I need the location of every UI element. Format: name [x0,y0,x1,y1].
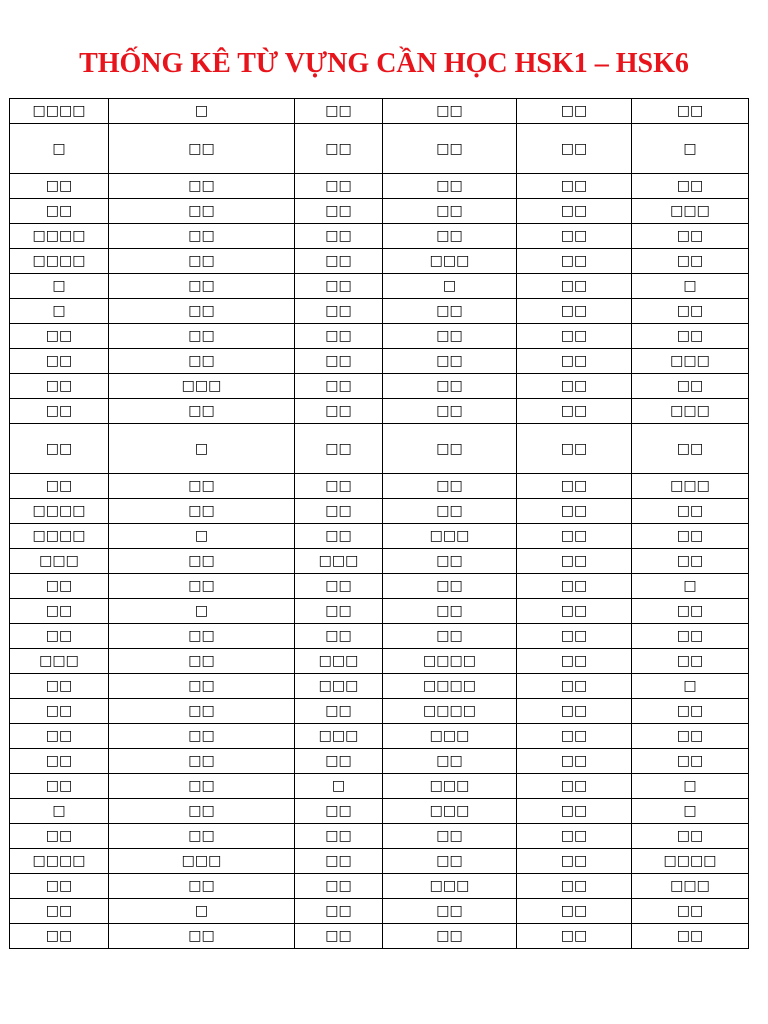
table-cell: □ [632,124,749,174]
table-cell: □□ [109,649,295,674]
table-row [10,474,749,499]
table-cell: □□ [109,174,295,199]
table-row [10,499,749,524]
table-cell: □□ [383,399,517,424]
table-cell: □□ [10,774,109,799]
table-cell: □□ [10,899,109,924]
table-cell: □□□□ [10,249,109,274]
table-cell: □□ [517,874,632,899]
table-cell: □□ [517,824,632,849]
table-cell: □□ [10,374,109,399]
table-cell: □□ [295,299,383,324]
table-cell: □□□ [383,874,517,899]
table-cell: □ [109,99,295,124]
table-cell: □□ [295,574,383,599]
table-cell: □□ [109,249,295,274]
table-cell: □□ [295,624,383,649]
table-cell: □□ [295,874,383,899]
table-cell: □□ [295,524,383,549]
table-cell: □□ [517,549,632,574]
table-cell: □□ [517,249,632,274]
table-cell: □□ [517,374,632,399]
table-row [10,274,749,299]
table-cell: □□ [295,424,383,474]
table-cell: □□□ [383,724,517,749]
table-row [10,574,749,599]
table-row [10,524,749,549]
table-cell: □□ [10,749,109,774]
table-cell: □□ [517,399,632,424]
table-cell: □□ [383,599,517,624]
table-cell: □□ [10,699,109,724]
table-cell: □□ [632,324,749,349]
table-cell: □□ [383,749,517,774]
table-cell: □□ [295,174,383,199]
table-cell: □□ [109,499,295,524]
table-cell: □□ [109,774,295,799]
table-cell: □□ [295,99,383,124]
table-cell: □□ [10,474,109,499]
table-cell: □□□ [632,349,749,374]
table-cell: □□ [109,749,295,774]
table-row [10,774,749,799]
table-cell: □□□ [295,549,383,574]
table-cell: □□ [383,574,517,599]
table-row [10,299,749,324]
table-cell: □ [632,799,749,824]
table-cell: □□□ [10,549,109,574]
table-cell: □□ [109,224,295,249]
table-cell: □□□□ [383,649,517,674]
table-cell: □□ [295,924,383,949]
table-cell: □□ [517,574,632,599]
table-cell: □□ [632,174,749,199]
table-cell: □□□ [295,649,383,674]
table-cell: □□ [10,874,109,899]
table-cell: □□ [295,274,383,299]
table-cell: □ [10,124,109,174]
table-cell: □□ [383,899,517,924]
table-cell: □□ [383,99,517,124]
table-row [10,649,749,674]
table-row [10,874,749,899]
table-cell: □□ [295,349,383,374]
table-cell: □□ [517,799,632,824]
table-cell: □□□ [295,674,383,699]
table-cell: □□ [517,599,632,624]
table-cell: □□□□ [10,99,109,124]
table-cell: □□ [517,924,632,949]
table-cell: □□ [109,824,295,849]
table-cell: □□ [517,124,632,174]
table-row [10,99,749,124]
table-cell: □□ [109,674,295,699]
table-cell: □□ [10,324,109,349]
table-cell: □ [109,524,295,549]
document-title: THỐNG KÊ TỪ VỰNG CẦN HỌC HSK1 – HSK6 [79,48,689,79]
table-row [10,424,749,474]
table-row [10,374,749,399]
table-row [10,899,749,924]
table-cell: □□ [632,224,749,249]
table-cell: □□ [10,624,109,649]
table-cell: □ [632,274,749,299]
table-cell: □□ [383,624,517,649]
table-cell: □□ [632,824,749,849]
table-cell: □□ [517,624,632,649]
table-cell: □□□ [632,874,749,899]
table-cell: □□ [517,474,632,499]
table-cell: □□ [10,174,109,199]
table-cell: □□ [517,774,632,799]
table-cell: □□ [632,99,749,124]
table-cell: □□ [517,674,632,699]
table-cell: □□ [109,924,295,949]
table-cell: □□ [383,499,517,524]
table-cell: □□ [109,299,295,324]
table-cell: □□ [295,824,383,849]
table-cell: □□ [517,699,632,724]
table-cell: □□ [517,99,632,124]
table-cell: □□ [383,474,517,499]
table-row [10,224,749,249]
table-cell: □□ [295,699,383,724]
table-cell: □□ [295,849,383,874]
table-cell: □□ [632,724,749,749]
table-row [10,599,749,624]
table-row [10,174,749,199]
table-cell: □□ [632,299,749,324]
table-cell: □ [109,599,295,624]
table-cell: □□ [295,899,383,924]
table-cell: □□□□ [10,849,109,874]
table-cell: □ [10,299,109,324]
table-row [10,124,749,174]
table-row [10,349,749,374]
table-cell: □□ [517,224,632,249]
table-cell: □□□ [383,249,517,274]
table-row [10,674,749,699]
table-cell: □□ [517,199,632,224]
table-cell: □□ [10,424,109,474]
table-row [10,249,749,274]
table-cell: □□ [632,749,749,774]
table-cell: □□ [10,924,109,949]
table-cell: □□ [383,924,517,949]
table-cell: □□ [295,249,383,274]
table-row [10,199,749,224]
table-cell: □□ [632,899,749,924]
table-cell: □□□ [295,724,383,749]
table-cell: □□□□ [10,524,109,549]
table-cell: □□□ [632,399,749,424]
table-cell: □□ [10,349,109,374]
table-cell: □□ [517,849,632,874]
vocabulary-table-body [10,99,749,949]
table-cell: □□ [383,849,517,874]
table-cell: □ [383,274,517,299]
table-cell: □□□ [10,649,109,674]
table-row [10,699,749,724]
table-cell: □□ [517,524,632,549]
table-cell: □ [10,274,109,299]
table-cell: □□□□ [10,224,109,249]
table-cell: □□ [517,274,632,299]
table-cell: □□ [632,374,749,399]
table-cell: □ [632,574,749,599]
table-cell: □□ [10,399,109,424]
table-row [10,724,749,749]
table-cell: □ [109,424,295,474]
table-cell: □□ [517,499,632,524]
table-cell: □□ [383,374,517,399]
table-cell: □□ [383,224,517,249]
table-cell: □□ [109,199,295,224]
table-cell: □□ [632,924,749,949]
table-cell: □□ [517,324,632,349]
table-cell: □□ [383,199,517,224]
table-cell: □□ [383,324,517,349]
table-row [10,849,749,874]
table-cell: □□□ [109,374,295,399]
table-cell: □□ [383,824,517,849]
table-cell: □□□ [109,849,295,874]
table-row [10,824,749,849]
table-row [10,549,749,574]
table-cell: □□ [10,599,109,624]
table-cell: □□ [632,624,749,649]
table-cell: □□ [10,674,109,699]
table-cell: □□□ [383,524,517,549]
table-cell: □ [295,774,383,799]
table-cell: □□□□ [10,499,109,524]
table-cell: □□ [632,549,749,574]
table-cell: □□ [517,299,632,324]
table-cell: □□ [517,749,632,774]
table-cell: □□ [295,199,383,224]
table-cell: □ [109,899,295,924]
table-cell: □ [10,799,109,824]
table-cell: □□ [632,649,749,674]
table-row [10,399,749,424]
table-cell: □□ [109,799,295,824]
table-cell: □□ [632,599,749,624]
table-cell: □□ [517,174,632,199]
table-cell: □□ [517,899,632,924]
table-cell: □□ [295,224,383,249]
table-cell: □□ [632,249,749,274]
table-cell: □□ [109,874,295,899]
table-cell: □□ [632,424,749,474]
table-cell: □□ [109,474,295,499]
table-cell: □ [632,774,749,799]
table-cell: □□ [295,799,383,824]
table-cell: □□ [517,649,632,674]
table-cell: □□ [109,699,295,724]
table-cell: □□ [383,174,517,199]
table-row [10,324,749,349]
table-cell: □□ [109,549,295,574]
table-cell: □□ [383,299,517,324]
table-cell: □□ [517,724,632,749]
table-cell: □□ [632,699,749,724]
table-cell: □□ [383,549,517,574]
vocabulary-table [9,98,749,949]
table-cell: □□□ [383,799,517,824]
table-cell: □□ [295,499,383,524]
table-cell: □□ [517,349,632,374]
table-cell: □□ [632,524,749,549]
table-cell: □□ [295,124,383,174]
table-row [10,924,749,949]
table-cell: □□ [383,349,517,374]
table-cell: □□□ [383,774,517,799]
table-cell: □□ [295,399,383,424]
table-cell: □□ [109,274,295,299]
table-cell: □□ [517,424,632,474]
table-row [10,749,749,774]
table-row [10,799,749,824]
table-cell: □□ [109,324,295,349]
table-cell: □□ [109,124,295,174]
table-cell: □□ [109,349,295,374]
table-cell: □□ [295,599,383,624]
table-cell: □□ [10,199,109,224]
table-cell: □□ [295,749,383,774]
table-cell: □□ [109,574,295,599]
table-cell: □□ [295,474,383,499]
table-cell: □□ [109,724,295,749]
table-cell: □□ [109,624,295,649]
table-cell: □□□ [632,199,749,224]
table-cell: □□ [10,824,109,849]
table-cell: □□ [295,324,383,349]
table-cell: □□□□ [632,849,749,874]
table-cell: □□ [383,124,517,174]
table-cell: □□□□ [383,674,517,699]
table-cell: □□ [10,574,109,599]
table-row [10,624,749,649]
table-cell: □□ [383,424,517,474]
table-cell: □□ [632,499,749,524]
table-cell: □□ [295,374,383,399]
table-cell: □□ [109,399,295,424]
table-cell: □ [632,674,749,699]
table-cell: □□□ [632,474,749,499]
table-cell: □□□□ [383,699,517,724]
table-cell: □□ [10,724,109,749]
